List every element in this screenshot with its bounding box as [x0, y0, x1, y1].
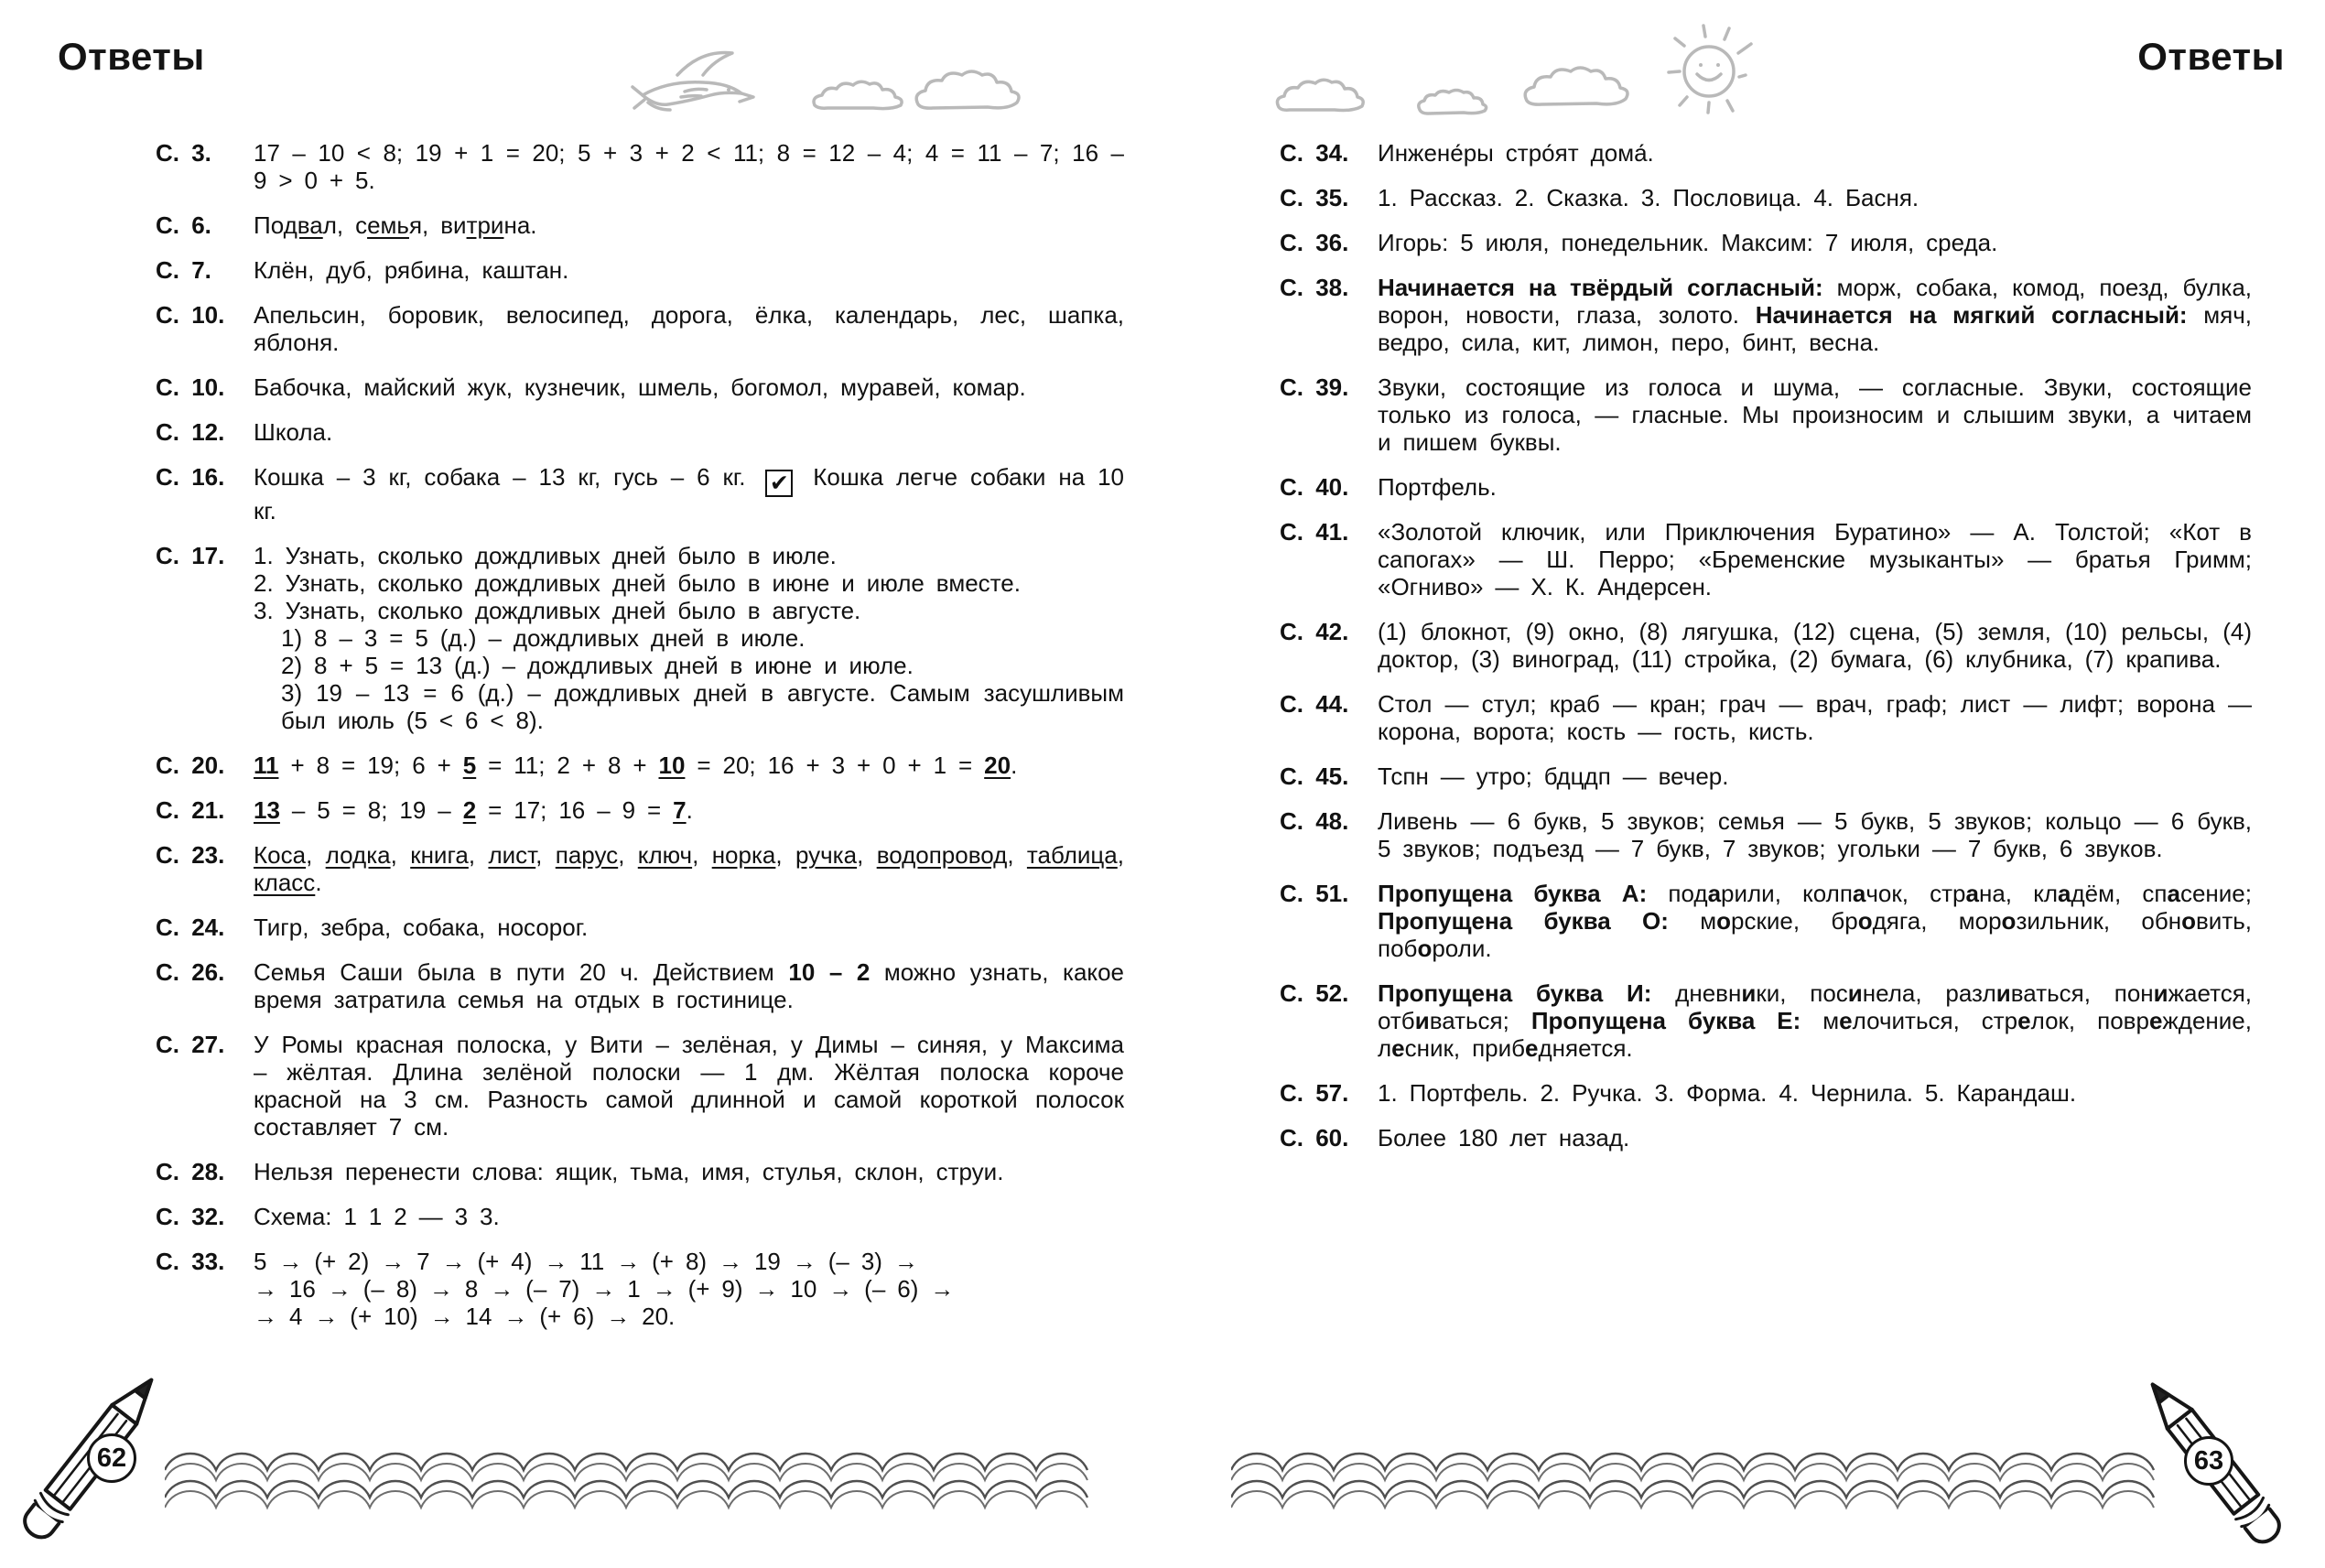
entry-answer-text: Школа.	[254, 418, 333, 446]
entry-page-ref: С. 24.	[156, 914, 225, 941]
entry-page-ref: С. 60.	[1280, 1124, 1349, 1152]
answer-entry	[1280, 762, 2252, 790]
entry-answer-text: Бабочка, майский жук, кузнечик, шмель, богомол, муравей, комар.	[254, 373, 1026, 401]
answer-entry	[156, 841, 1124, 896]
entry-page-ref: С. 41.	[1280, 518, 1349, 546]
entry-page-ref: С. 12.	[156, 418, 225, 446]
entry-answer-text: Апельсин, боровик, велосипед, дорога, ёлка, календарь, лес, шапка, яблоня.	[254, 301, 1124, 356]
cloud-icon	[1519, 64, 1638, 110]
page-number-badge	[87, 1433, 136, 1483]
answer-entry	[156, 301, 1124, 356]
cloud-icon	[809, 79, 919, 112]
answer-entry	[1280, 1124, 2252, 1152]
answer-entry	[1280, 618, 2252, 673]
wave-decoration	[1231, 1444, 2156, 1515]
entry-page-ref: С. 39.	[1280, 373, 1349, 401]
entry-page-ref: С. 40.	[1280, 473, 1349, 501]
entry-page-ref: С. 27.	[156, 1031, 225, 1058]
entry-page-ref: С. 42.	[1280, 618, 1349, 645]
answer-entry	[1280, 274, 2252, 356]
entry-answer-text: Игорь: 5 июля, понедельник. Максим: 7 июля, среда.	[1378, 229, 1998, 256]
answer-entry	[1280, 880, 2252, 962]
answer-entry	[156, 914, 1124, 941]
entry-answer-text: 17 – 10 < 8; 19 + 1 = 20; 5 + 3 + 2 < 11; 8 = 12 – 4; 4 = 11 – 7; 16 – 9 > 0 + 5.	[254, 139, 1124, 194]
answer-entry	[156, 958, 1124, 1013]
entry-page-ref: С. 3.	[156, 139, 211, 167]
entry-page-ref: С. 44.	[1280, 690, 1349, 718]
entry-page-ref: С. 35.	[1280, 184, 1349, 211]
cloud-icon	[1414, 88, 1495, 117]
entry-answer-text: Пропущена буква И: дневники, посинела, разливаться, понижается, отбиваться; Пропущена буква Е: мелочиться, стрелок, повреждение, лесник, прибедняется.	[1378, 979, 2252, 1062]
entry-page-ref: С. 45.	[1280, 762, 1349, 790]
entry-answer-text: 1. Портфель. 2. Ручка. 3. Форма. 4. Чернила. 5. Карандаш.	[1378, 1079, 2077, 1107]
entry-answer-text: 1. Рассказ. 2. Сказка. 3. Пословица. 4. Басня.	[1378, 184, 1919, 211]
entry-page-ref: С. 10.	[156, 301, 225, 329]
page-number: 62	[96, 1443, 127, 1473]
entry-answer-text: Семья Саши была в пути 20 ч. Действием 10 – 2 можно узнать, какое время затратила семья на отдых в гостинице.	[254, 958, 1124, 1013]
entry-page-ref: С. 48.	[1280, 807, 1349, 835]
entry-page-ref: С. 51.	[1280, 880, 1349, 907]
entry-answer-text: У Ромы красная полоска, у Вити – зелёная, у Димы – синяя, у Максима – жёлтая. Длина зелёной полоски — 1 дм. Жёлтая полоска короче красной на 3 см. Разность самой длинной и самой короткой полосок составляет 7 см.	[254, 1031, 1124, 1141]
answers-list-right	[1280, 139, 2252, 1169]
entry-page-ref: С. 32.	[156, 1203, 225, 1230]
answer-entry	[1280, 139, 2252, 167]
cloud-icon	[1272, 77, 1375, 115]
checkbox-checked-icon: ✔	[765, 470, 793, 497]
page-number-badge	[2184, 1436, 2233, 1486]
entry-page-ref: С. 10.	[156, 373, 225, 401]
entry-answer-text: Портфель.	[1378, 473, 1497, 501]
answer-entry	[1280, 807, 2252, 862]
entry-page-ref: С. 16.	[156, 463, 225, 491]
answer-entry	[156, 1248, 1124, 1330]
entry-page-ref: С. 23.	[156, 841, 225, 869]
entry-answer-text: Тигр, зебра, собака, носорог.	[254, 914, 589, 941]
answer-entry	[156, 796, 1124, 824]
entry-answer-text: Тспн — утро; бдцдп — вечер.	[1378, 762, 1729, 790]
answer-entry	[156, 139, 1124, 194]
answer-entry	[156, 256, 1124, 284]
entry-page-ref: С. 28.	[156, 1158, 225, 1185]
entry-answer-text: Стол — стул; краб — кран; грач — врач, граф; лист — лифт; ворона — корона, ворота; кость — гость, кисть.	[1378, 690, 2252, 745]
entry-answer-text: Нельзя перенести слова: ящик, тьма, имя, стулья, склон, струи.	[254, 1158, 1004, 1185]
answer-entry	[156, 373, 1124, 401]
answer-entry	[156, 418, 1124, 446]
wave-decoration	[165, 1444, 1126, 1515]
entry-page-ref: С. 36.	[1280, 229, 1349, 256]
answers-list-left	[156, 139, 1124, 1347]
page-title-left: Ответы	[58, 35, 205, 78]
entry-answer-text: (1) блокнот, (9) окно, (8) лягушка, (12) сцена, (5) земля, (10) рельсы, (4) доктор, (3) виноград, (11) стройка, (2) бумага, (6) клубника, (7) крапива.	[1378, 618, 2252, 673]
page-number: 63	[2193, 1445, 2224, 1476]
entry-page-ref: С. 20.	[156, 752, 225, 779]
entry-answer-text: Кошка – 3 кг, собака – 13 кг, гусь – 6 кг. ✔ Кошка легче собаки на 10 кг.	[254, 463, 1124, 524]
entry-page-ref: С. 21.	[156, 796, 225, 824]
entry-answer-text: Звуки, состоящие из голоса и шума, — согласные. Звуки, состоящие только из голоса, — гласные. Мы произносим и слышим звуки, а читаем и пишем буквы.	[1378, 373, 2252, 456]
answer-entry	[1280, 979, 2252, 1062]
answer-entry	[1280, 373, 2252, 456]
entry-page-ref: С. 38.	[1280, 274, 1349, 301]
answer-entry	[156, 1203, 1124, 1230]
answer-entry	[1280, 473, 2252, 501]
entry-answer-text: Схема: 1 1 2 — 3 3.	[254, 1203, 500, 1230]
entry-answer-text: Ливень — 6 букв, 5 звуков; семья — 5 букв, 5 звуков; кольцо — 6 букв, 5 звуков; подъезд — 7 букв, 7 звуков; угольки — 7 букв, 6 звуков.	[1378, 807, 2252, 862]
answer-entry	[1280, 229, 2252, 256]
bird-icon	[630, 44, 762, 119]
entry-page-ref: С. 17.	[156, 542, 225, 569]
answer-entry	[156, 542, 1124, 734]
entry-page-ref: С. 52.	[1280, 979, 1349, 1007]
answer-entry	[1280, 690, 2252, 745]
answer-entry	[156, 1031, 1124, 1141]
answer-entry	[156, 211, 1124, 239]
entry-answer-text: Коса, лодка, книга, лист, парус, ключ, норка, ручка, водопровод, таблица, класс.	[254, 841, 1124, 896]
entry-answer-text: Пропущена буква А: подарили, колпачок, страна, кладём, спасение; Пропущена буква О: морские, бродяга, морозильник, обновить, побороли.	[1378, 880, 2252, 962]
entry-answer-text: 1. Узнать, сколько дождливых дней было в июле. 2. Узнать, сколько дождливых дней было в июне и июле вместе. 3. Узнать, сколько дождливых дней было в августе. 1) 8 – 3 = 5 (д.) – дождливых дней в июле. 2) 8 + 5 = 13 (д.) – дождливых дней в июне и июле. 3) 19 – 13 = 6 (д.) – дождливых дней в августе. Самым засушливым был июль (5 < 6 < 8).	[254, 542, 1124, 734]
entry-answer-text: 5 → (+ 2) → 7 → (+ 4) → 11 → (+ 8) → 19 → (– 3) → → 16 → (– 8) → 8 → (– 7) → 1 → (+ 9) → 10 → (– 6) → → 4 → (+ 10) → 14 → (+ 6) → 20.	[254, 1248, 955, 1330]
answer-entry	[156, 463, 1124, 524]
entry-answer-text: Начинается на твёрдый согласный: морж, собака, комод, поезд, булка, ворон, новости, глаза, золото. Начинается на мягкий согласный: мяч, ведро, сила, кит, лимон, перо, бинт, весна.	[1378, 274, 2253, 356]
answer-entry	[1280, 518, 2252, 600]
answer-entry	[156, 1158, 1124, 1185]
entry-page-ref: С. 57.	[1280, 1079, 1349, 1107]
entry-answer-text: 13 – 5 = 8; 19 – 2 = 17; 16 – 9 = 7.	[254, 796, 693, 824]
entry-answer-text: 11 + 8 = 19; 6 + 5 = 11; 2 + 8 + 10 = 20; 16 + 3 + 0 + 1 = 20.	[254, 752, 1018, 779]
page-title-right: Ответы	[2137, 35, 2285, 78]
entry-page-ref: С. 7.	[156, 256, 211, 284]
entry-page-ref: С. 6.	[156, 211, 211, 239]
entry-page-ref: С. 33.	[156, 1248, 225, 1275]
entry-answer-text: Клён, дуб, рябина, каштан.	[254, 256, 569, 284]
answer-entry	[1280, 1079, 2252, 1107]
entry-page-ref: С. 26.	[156, 958, 225, 986]
entry-answer-text: Более 180 лет назад.	[1378, 1124, 1630, 1152]
cloud-icon	[911, 68, 1030, 114]
entry-answer-text: Инжене́ры стро́ят дома́.	[1378, 139, 1654, 167]
sun-icon	[1652, 16, 1767, 122]
entry-answer-text: «Золотой ключик, или Приключения Буратино» — А. Толстой; «Кот в сапогах» — Ш. Перро; «Бременские музыканты» — братья Гримм; «Огниво» — Х. К. Андерсен.	[1378, 518, 2252, 600]
entry-page-ref: С. 34.	[1280, 139, 1349, 167]
answer-entry	[1280, 184, 2252, 211]
entry-answer-text: Подвал, семья, витрина.	[254, 211, 537, 239]
answer-entry	[156, 752, 1124, 779]
